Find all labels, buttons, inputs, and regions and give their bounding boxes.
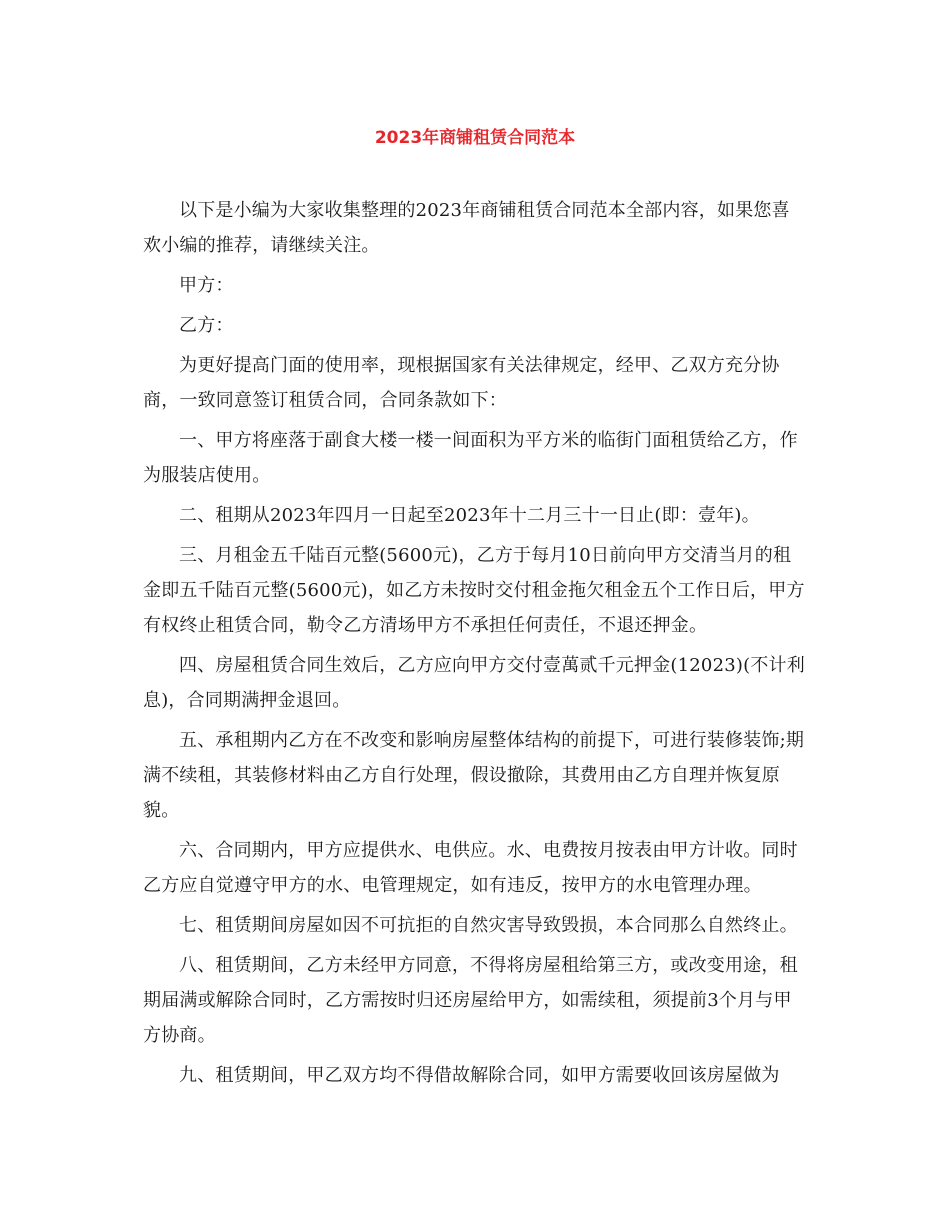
clause-6: 六、合同期内，甲方应提供水、电供应。水、电费按月按表由甲方计收。同时乙方应自觉遵守甲方的水、电管理规定，如有违反，按甲方的水电管理办理。 [143, 840, 798, 896]
clause-8: 八、租赁期间，乙方未经甲方同意，不得将房屋租给第三方，或改变用途，租期届满或解除合同时，乙方需按时归还房屋给甲方，如需续租，须提前3个月与甲方协商。 [143, 955, 798, 1046]
clause-1: 一、甲方将座落于副食大楼一楼一间面积为平方米的临街门面租赁给乙方，作为服装店使用。 [143, 430, 798, 486]
paragraph-party-a: 甲方： [179, 275, 234, 296]
paragraph-intro: 以下是小编为大家收集整理的2023年商铺租赁合同范本全部内容，如果您喜欢小编的推荐，请继续关注。 [143, 200, 790, 256]
document-body [143, 193, 805, 1098]
clause-3: 三、月租金五千陆百元整(5600元)，乙方于每月10日前向甲方交清当月的租金即五千陆百元整(5600元)，如乙方未按时交付租金拖欠租金五个工作日后，甲方有权终止租赁合同，勒令乙方清场甲方不承担任何责任，不退还押金。 [143, 545, 805, 636]
clause-4: 四、房屋租赁合同生效后，乙方应向甲方交付壹萬贰千元押金(12023)(不计利息)，合同期满押金退回。 [143, 655, 805, 711]
paragraph-party-b: 乙方： [179, 315, 234, 336]
document-title: 2023年商铺租赁合同范本 [374, 128, 576, 148]
clause-7: 七、租赁期间房屋如因不可抗拒的自然灾害导致毁损，本合同那么自然终止。 [179, 915, 798, 936]
clause-9: 九、租赁期间，甲乙双方均不得借故解除合同，如甲方需要收回该房屋做为 [179, 1065, 780, 1086]
clause-2: 二、租期从2023年四月一日起至2023年十二月三十一日止(即：壹年)。 [179, 505, 760, 526]
paragraph-preamble: 为更好提高门面的使用率，现根据国家有关法律规定，经甲、乙双方充分协商，一致同意签订租赁合同，合同条款如下： [143, 355, 780, 411]
clause-5: 五、承租期内乙方在不改变和影响房屋整体结构的前提下，可进行装修装饰;期满不续租，其装修材料由乙方自行处理，假设撤除，其费用由乙方自理并恢复原貌。 [143, 730, 805, 821]
